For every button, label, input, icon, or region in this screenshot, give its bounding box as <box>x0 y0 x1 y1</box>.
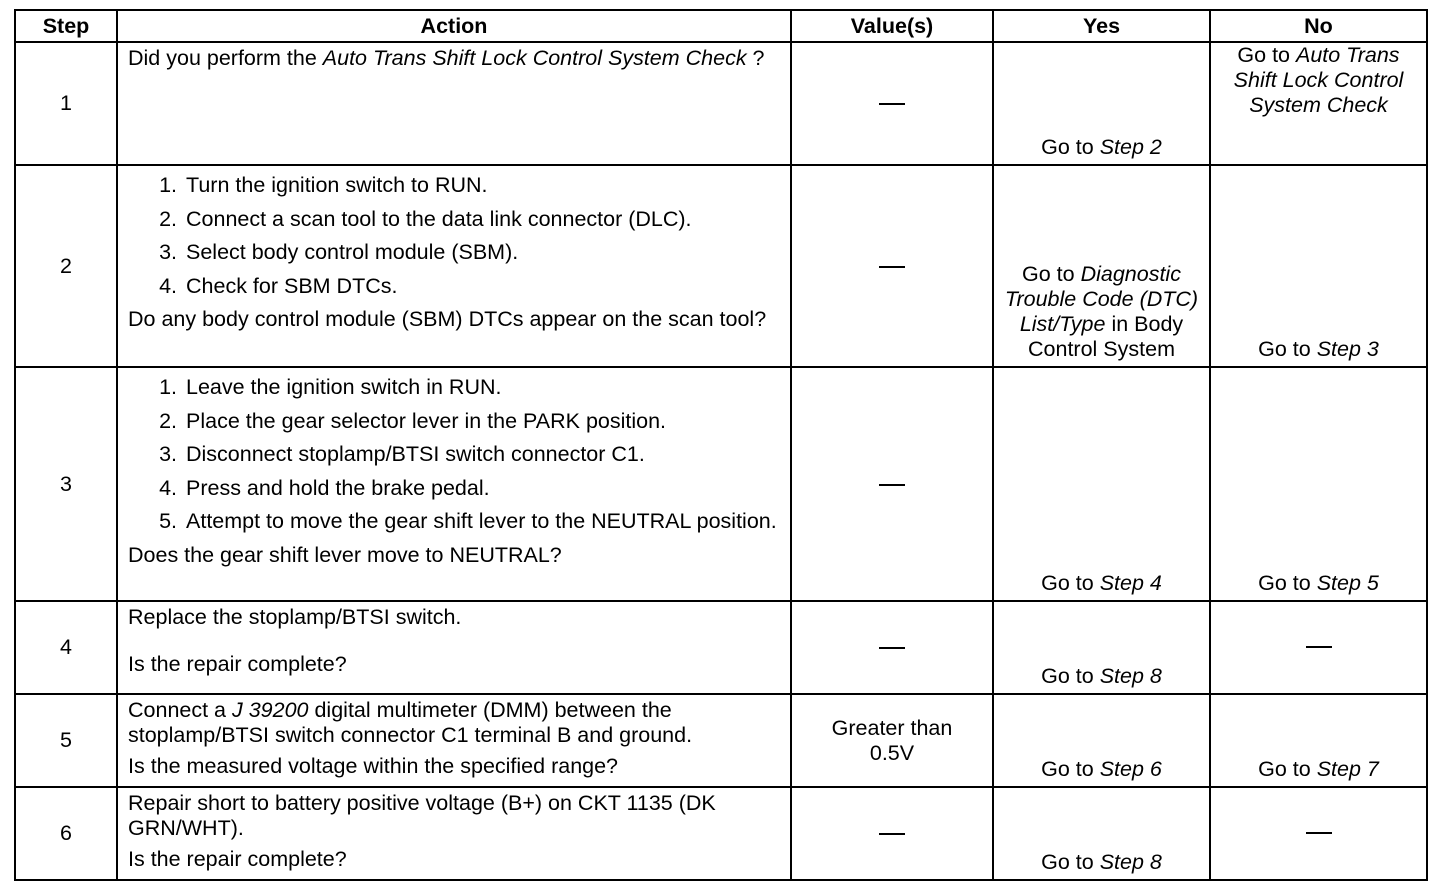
procedure-step: 1. Turn the ignition switch to RUN. <box>183 173 782 198</box>
dash-icon <box>1306 646 1332 648</box>
table-row <box>15 787 1427 880</box>
yes-text: Go to <box>1041 757 1100 781</box>
yes-link[interactable]: Step 8 <box>1099 664 1162 688</box>
dash-icon <box>879 103 905 105</box>
question-text: Is the measured voltage within the specified range? <box>128 754 619 778</box>
action-cell <box>117 694 791 787</box>
procedure-step: 2. Place the gear selector lever in the PARK position. <box>183 409 782 434</box>
action-text-end: ? <box>746 46 765 70</box>
value-cell <box>791 694 993 787</box>
no-cell <box>1210 694 1427 787</box>
no-text: Go to <box>1258 337 1317 361</box>
table-row <box>15 42 1427 165</box>
header-no: No <box>1210 10 1427 42</box>
procedure-step: 1. Leave the ignition switch in RUN. <box>183 375 782 400</box>
yes-text: Go to <box>1041 571 1100 595</box>
question-text: Does the gear shift lever move to NEUTRAL? <box>128 542 562 567</box>
action-reference: Auto Trans Shift Lock Control System Check <box>322 46 747 70</box>
yes-link[interactable]: Step 4 <box>1099 571 1162 595</box>
yes-cell <box>993 694 1210 787</box>
action-text: Connect a <box>128 698 232 722</box>
dash-icon <box>879 647 905 649</box>
step-number: 2 <box>15 165 117 367</box>
action-text: Repair short to battery positive voltage (B+) on CKT 1135 (DK GRN/WHT). <box>128 791 716 840</box>
yes-link[interactable]: Step 8 <box>1099 850 1162 874</box>
yes-cell <box>993 367 1210 601</box>
action-text-end: digital multimeter (DMM) between the stoplamp/BTSI switch connector C1 terminal B and ground. <box>128 698 693 747</box>
yes-text: Go to <box>1022 262 1081 286</box>
procedure-step: 5. Attempt to move the gear shift lever to the NEUTRAL position. <box>183 509 782 534</box>
question-text: Is the repair complete? <box>128 652 347 676</box>
question-text: Do any body control module (SBM) DTCs appear on the scan tool? <box>128 307 767 331</box>
yes-link[interactable]: Diagnostic Trouble Code (DTC) List/Type <box>1004 262 1199 336</box>
yes-text-end: in Body Control System <box>1028 312 1184 361</box>
procedure-list <box>128 173 782 299</box>
procedure-step: 3. Disconnect stoplamp/BTSI switch connector C1. <box>183 442 782 467</box>
no-cell <box>1210 367 1427 601</box>
yes-cell <box>993 787 1210 880</box>
dash-icon <box>879 484 905 486</box>
procedure-step: 4. Press and hold the brake pedal. <box>183 476 782 501</box>
no-link[interactable]: Step 3 <box>1316 337 1379 361</box>
header-row <box>15 10 1427 42</box>
dash-icon <box>879 266 905 268</box>
action-text: Did you perform the <box>128 46 323 70</box>
table-row <box>15 694 1427 787</box>
table-row <box>15 367 1427 601</box>
yes-link[interactable]: Step 6 <box>1099 757 1162 781</box>
step-number: 1 <box>15 42 117 165</box>
yes-text: Go to <box>1041 850 1100 874</box>
step-number: 5 <box>15 694 117 787</box>
header-values: Value(s) <box>791 10 993 42</box>
header-yes: Yes <box>993 10 1210 42</box>
action-text: Replace the stoplamp/BTSI switch. <box>128 605 462 629</box>
no-cell <box>1210 787 1427 880</box>
procedure-step: 2. Connect a scan tool to the data link connector (DLC). <box>183 207 782 232</box>
procedure-list <box>128 375 782 534</box>
procedure-step: 4. Check for SBM DTCs. <box>183 274 782 299</box>
action-cell <box>117 787 791 880</box>
no-cell <box>1210 601 1427 694</box>
procedure-step: 3. Select body control module (SBM). <box>183 240 782 265</box>
action-cell <box>117 42 791 165</box>
header-step: Step <box>15 10 117 42</box>
no-link[interactable]: Step 5 <box>1316 571 1379 595</box>
value-cell <box>791 367 993 601</box>
no-cell <box>1210 42 1427 165</box>
dash-icon <box>1306 832 1332 834</box>
step-number: 4 <box>15 601 117 694</box>
dash-icon <box>879 833 905 835</box>
value-cell <box>791 165 993 367</box>
step-number: 3 <box>15 367 117 601</box>
value-cell <box>791 787 993 880</box>
action-cell <box>117 601 791 694</box>
value-cell <box>791 601 993 694</box>
header-action: Action <box>117 10 791 42</box>
action-cell <box>117 367 791 601</box>
action-cell <box>117 165 791 367</box>
no-text: Go to <box>1258 571 1317 595</box>
no-text: Go to <box>1258 757 1317 781</box>
yes-text: Go to <box>1041 664 1100 688</box>
no-cell <box>1210 165 1427 367</box>
yes-text: Go to <box>1041 135 1100 159</box>
specified-value: Greater than 0.5V <box>831 715 953 765</box>
question-text: Is the repair complete? <box>128 847 347 871</box>
yes-cell <box>993 42 1210 165</box>
table-row <box>15 165 1427 367</box>
tool-reference: J 39200 <box>231 698 309 722</box>
yes-cell <box>993 601 1210 694</box>
table-row <box>15 601 1427 694</box>
yes-link[interactable]: Step 2 <box>1099 135 1162 159</box>
diagnostic-table <box>14 9 1428 881</box>
yes-cell <box>993 165 1210 367</box>
step-number: 6 <box>15 787 117 880</box>
no-text: Go to <box>1237 43 1296 67</box>
no-link[interactable]: Step 7 <box>1316 757 1379 781</box>
value-cell <box>791 42 993 165</box>
no-link[interactable]: Auto Trans Shift Lock Control System Check <box>1233 43 1404 117</box>
